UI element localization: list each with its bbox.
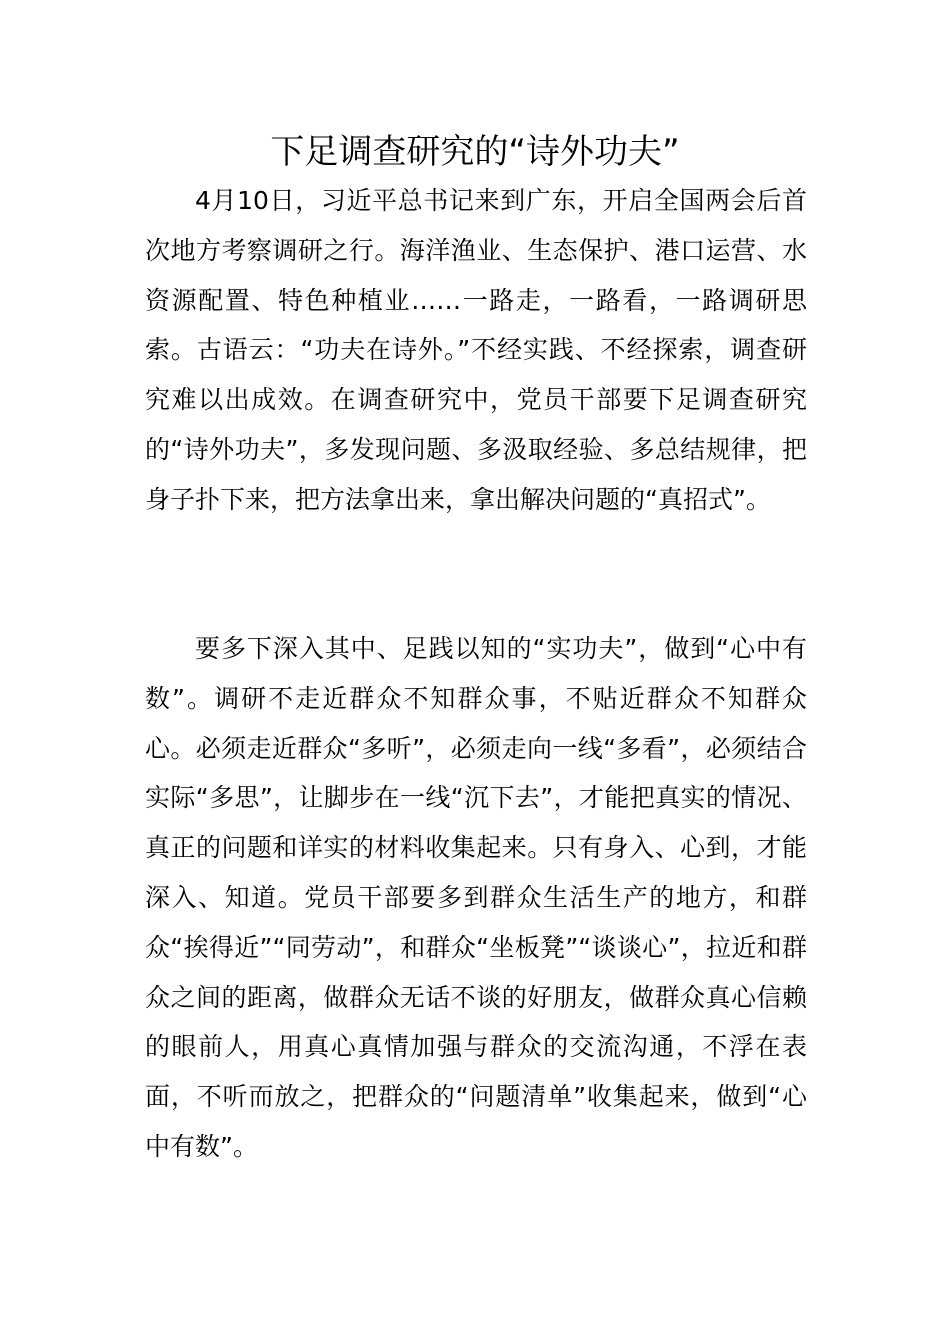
document-title: 下足调查研究的“诗外功夫” — [270, 132, 680, 172]
paragraph-2: 要多下深入其中、足践以知的“实功夫”，做到“心中有数”。调研不走近群众不知群众事，不贴近群众不知群众心。必须走近群众“多听”，必须走向一线“多看”，必须结合实际“多思”，让脚步在一线“沉下去”，才能把真实的情况、真正的问题和详实的材料收集起来。只有身入、心到，才能深入、知道。党员干部要多到群众生活生产的地方，和群众“挨得近”“同劳动”，和群众“坐板凳”“谈谈心”，拉近和群众之间的距离，做群众无话不谈的好朋友，做群众真心信赖的眼前人，用真心真情加强与群众的交流沟通，不浮在表面，不听而放之，把群众的“问题清单”收集起来，做到“心中有数”。 — [145, 634, 807, 1161]
paragraph-1: 4月10日，习近平总书记来到广东，开启全国两会后首次地方考察调研之行。海洋渔业、生态保护、港口运营、水资源配置、特色种植业……一路走，一路看，一路调研思索。古语云：“功夫在诗外。”不经实践、不经探索，调查研究难以出成效。在调查研究中，党员干部要下足调查研究的“诗外功夫”，多发现问题、多汲取经验、多总结规律，把身子扑下来，把方法拿出来，拿出解决问题的“真招式”。 — [145, 186, 807, 514]
